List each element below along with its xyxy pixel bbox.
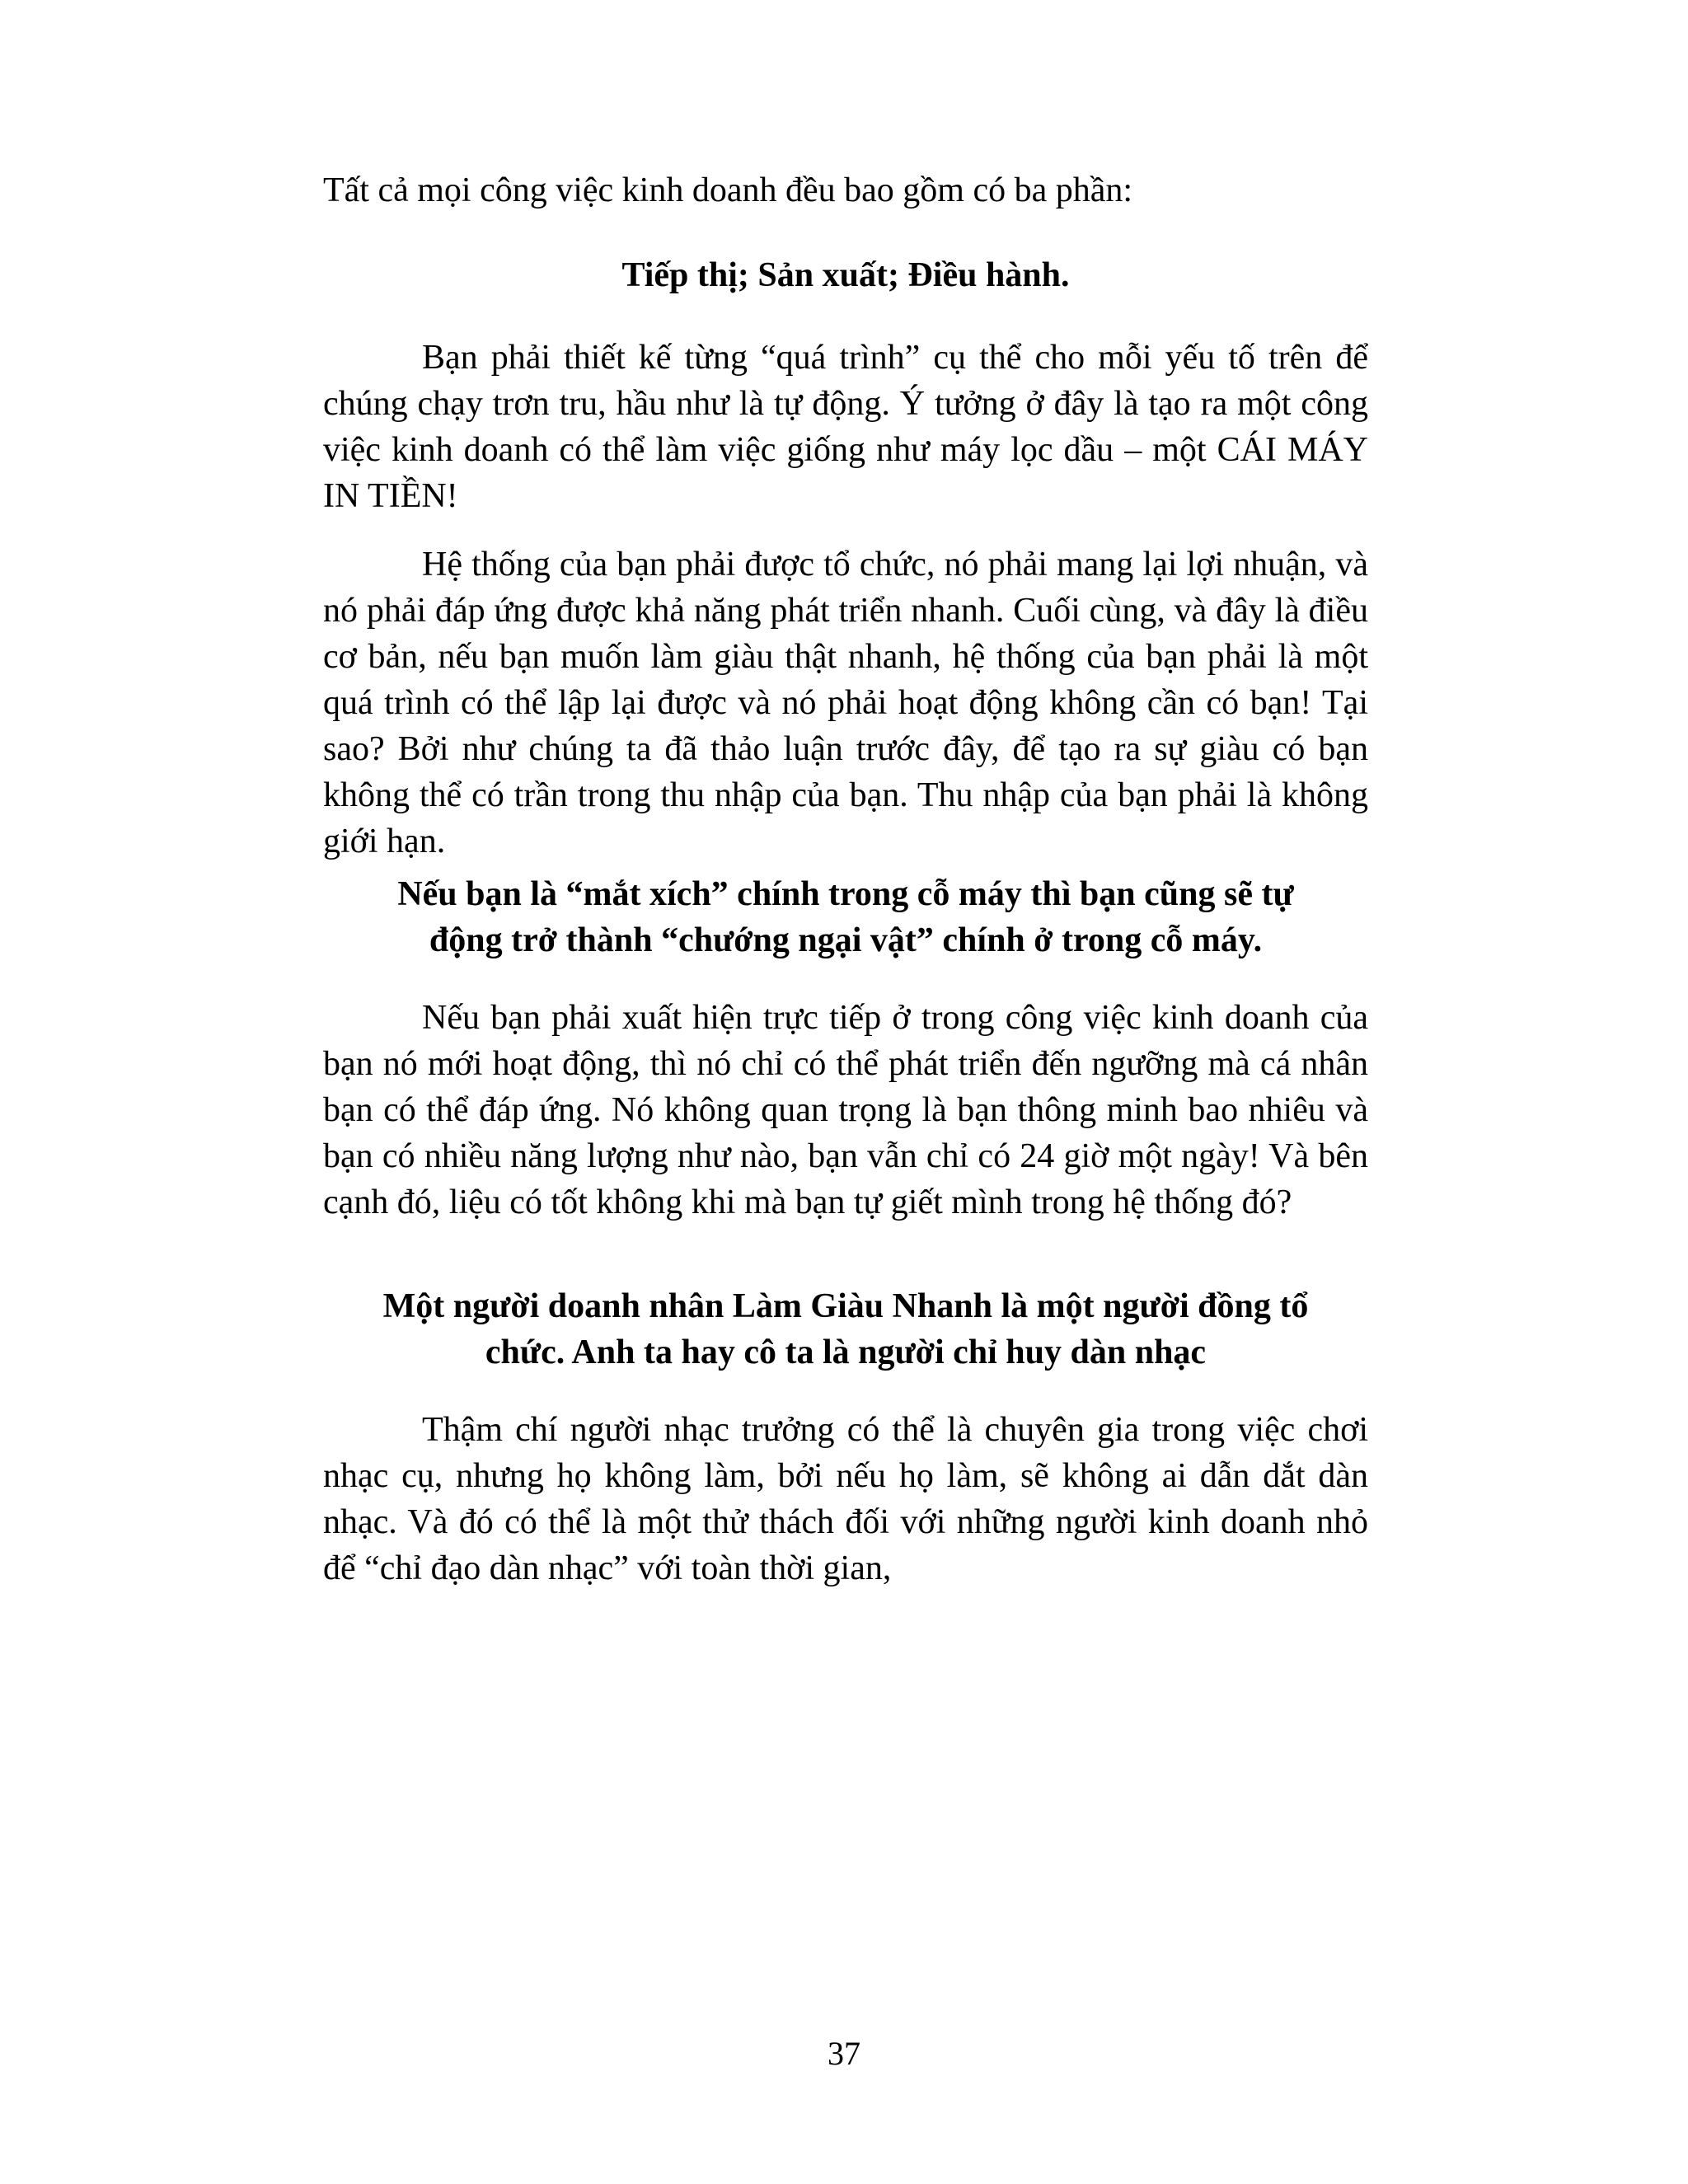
paragraph-2-block [323, 541, 1368, 865]
heading-3-line-2: chức. Anh ta hay cô ta là người chỉ huy dàn nhạc [485, 1333, 1207, 1371]
page-number: 37 [828, 2035, 860, 2072]
heading-3-line-1: Một người doanh nhân Làm Giàu Nhanh là một người đồng tổ [382, 1287, 1309, 1325]
heading-2-block [323, 871, 1368, 963]
intro-block [323, 167, 1368, 213]
paragraph-2: Hệ thống của bạn phải được tổ chức, nó phải mang lại lợi nhuận, và nó phải đáp ứng được khả năng phát triển nhanh. Cuối cùng, và đây là điều cơ bản, nếu bạn muốn làm giàu thật nhanh, hệ thống của bạn phải là một quá trình có thể lập lại được và nó phải hoạt động không cần có bạn! Tại sao? Bởi như chúng ta đã thảo luận trước đây, để tạo ra sự giàu có bạn không thể có trần trong thu nhập của bạn. Thu nhập của bạn phải là không giới hạn. [323, 546, 1368, 860]
paragraph-3: Nếu bạn phải xuất hiện trực tiếp ở trong công việc kinh doanh của bạn nó mới hoạt động, thì nó chỉ có thể phát triển đến ngưỡng mà cá nhân bạn có thể đáp ứng. Nó không quan trọng là bạn thông minh bao nhiêu và bạn có nhiều năng lượng như nào, bạn vẫn chỉ có 24 giờ một ngày! Và bên cạnh đó, liệu có tốt không khi mà bạn tự giết mình trong hệ thống đó? [323, 999, 1368, 1221]
intro-text: Tất cả mọi công việc kinh doanh đều bao gồm có ba phần: [323, 171, 1133, 209]
paragraph-1-block [323, 335, 1368, 519]
paragraph-3-block [323, 995, 1368, 1226]
heading-1: Tiếp thị; Sản xuất; Điều hành. [621, 256, 1070, 294]
heading-2-line-1: Nếu bạn là “mắt xích” chính trong cỗ máy thì bạn cũng sẽ tự [397, 875, 1294, 913]
heading-2-line-2: động trở thành “chướng ngại vật” chính ở trong cỗ máy. [429, 921, 1263, 959]
paragraph-4-block [323, 1407, 1368, 1591]
paragraph-1: Bạn phải thiết kế từng “quá trình” cụ thể cho mỗi yếu tố trên để chúng chạy trơn tru, hầu như là tự động. Ý tưởng ở đây là tạo ra một công việc kinh doanh có thể làm việc giống như máy lọc dầu – một CÁI MÁY IN TIỀN! [323, 339, 1368, 515]
paragraph-4: Thậm chí người nhạc trưởng có thể là chuyên gia trong việc chơi nhạc cụ, nhưng họ không làm, bởi nếu họ làm, sẽ không ai dẫn dắt dàn nhạc. Và đó có thể là một thử thách đối với những người kinh doanh nhỏ để “chỉ đạo dàn nhạc” với toàn thời gian, [323, 1411, 1368, 1587]
heading-3-block [323, 1283, 1368, 1376]
heading-1-block [323, 252, 1368, 298]
